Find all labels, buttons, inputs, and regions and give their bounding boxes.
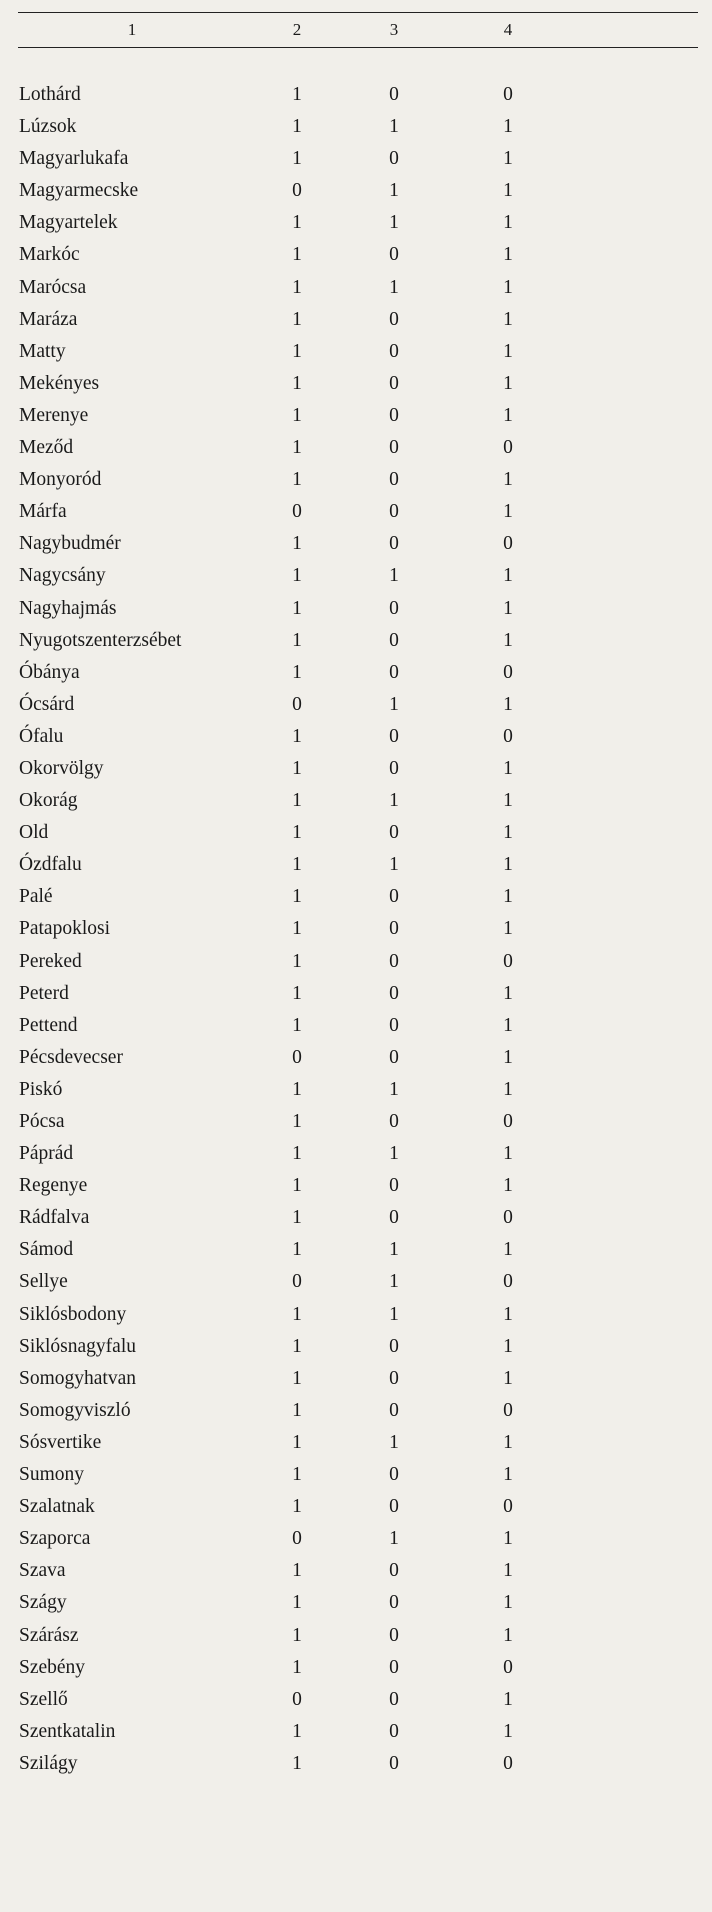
- value-col-3: 0: [389, 501, 399, 523]
- value-col-3: 1: [389, 212, 399, 234]
- table-row: [0, 501, 712, 533]
- table-row: [0, 1592, 712, 1624]
- value-col-3: 0: [389, 886, 399, 908]
- value-col-2: 1: [292, 1335, 302, 1357]
- settlement-name: Okorvölgy: [19, 757, 104, 779]
- value-col-4: 0: [503, 950, 513, 972]
- value-col-3: 0: [389, 1688, 399, 1710]
- value-col-2: 1: [292, 340, 302, 362]
- settlement-name: Old: [19, 822, 49, 844]
- settlement-name: Sumony: [19, 1464, 85, 1486]
- settlement-name: Szaporca: [19, 1528, 91, 1550]
- value-col-4: 1: [503, 1560, 513, 1582]
- value-col-2: 1: [292, 790, 302, 812]
- table-row: [0, 1753, 712, 1785]
- table-row: [0, 694, 712, 726]
- table-row: [0, 1721, 712, 1753]
- value-col-2: 1: [292, 950, 302, 972]
- value-col-4: 1: [503, 1303, 513, 1325]
- value-col-4: 1: [503, 469, 513, 491]
- settlement-name: Lúzsok: [19, 116, 77, 138]
- value-col-4: 1: [503, 340, 513, 362]
- value-col-4: 1: [503, 180, 513, 202]
- value-col-3: 1: [389, 1078, 399, 1100]
- value-col-3: 0: [389, 757, 399, 779]
- value-col-4: 1: [503, 1592, 513, 1614]
- value-col-3: 0: [389, 84, 399, 105]
- table-row: [0, 1015, 712, 1047]
- table-row: [0, 918, 712, 950]
- value-col-2: 1: [292, 822, 302, 844]
- value-col-3: 0: [389, 982, 399, 1004]
- value-col-3: 0: [389, 597, 399, 619]
- value-col-4: 1: [503, 822, 513, 844]
- value-col-4: 1: [503, 1046, 513, 1068]
- column-header-2: 2: [292, 20, 302, 39]
- table-row: [0, 951, 712, 983]
- settlement-name: Ócsárd: [19, 693, 75, 715]
- value-col-2: 1: [292, 1207, 302, 1229]
- value-col-2: 1: [292, 1720, 302, 1742]
- value-col-4: 0: [503, 1496, 513, 1518]
- settlement-name: Monyoród: [19, 469, 102, 491]
- settlement-name: Páprád: [19, 1143, 74, 1165]
- settlement-name: Szárász: [19, 1624, 79, 1646]
- value-col-4: 1: [503, 1720, 513, 1742]
- value-col-3: 0: [389, 1367, 399, 1389]
- value-col-2: 1: [292, 1624, 302, 1646]
- table-row: [0, 1207, 712, 1239]
- value-col-2: 1: [292, 372, 302, 394]
- settlement-name: Mekényes: [19, 372, 100, 394]
- value-col-2: 1: [292, 982, 302, 1004]
- table-row: [0, 1047, 712, 1079]
- table-row: [0, 1689, 712, 1721]
- settlement-name: Nagycsány: [19, 565, 106, 587]
- value-col-3: 1: [389, 116, 399, 138]
- table-row: [0, 598, 712, 630]
- value-col-4: 1: [503, 1464, 513, 1486]
- value-col-2: 1: [292, 437, 302, 459]
- value-col-3: 0: [389, 629, 399, 651]
- value-col-3: 1: [389, 790, 399, 812]
- value-col-2: 1: [292, 148, 302, 170]
- table-row: [0, 1304, 712, 1336]
- table-row: [0, 116, 712, 148]
- settlement-name: Szágy: [19, 1592, 67, 1614]
- value-col-2: 0: [292, 1688, 302, 1710]
- value-col-4: 1: [503, 1367, 513, 1389]
- value-col-2: 1: [292, 244, 302, 266]
- value-col-4: 1: [503, 982, 513, 1004]
- value-col-4: 1: [503, 918, 513, 940]
- table-row: [0, 148, 712, 180]
- column-header-1: 1: [127, 20, 137, 39]
- value-col-2: 1: [292, 1399, 302, 1421]
- settlement-name: Nagyhajmás: [19, 597, 117, 619]
- settlement-name: Pécsdevecser: [19, 1046, 123, 1068]
- settlement-name: Pereked: [19, 950, 82, 972]
- table-row: [0, 1175, 712, 1207]
- value-col-4: 1: [503, 1335, 513, 1357]
- settlement-name: Sellye: [19, 1271, 68, 1293]
- value-col-2: 1: [292, 276, 302, 298]
- settlement-name: Pócsa: [19, 1111, 65, 1132]
- value-col-3: 0: [389, 308, 399, 330]
- value-col-2: 1: [292, 1464, 302, 1486]
- value-col-4: 1: [503, 757, 513, 779]
- column-header-3: 3: [389, 20, 399, 39]
- value-col-2: 1: [292, 212, 302, 234]
- table-row: [0, 790, 712, 822]
- table-row: [0, 1657, 712, 1689]
- table-row: [0, 1368, 712, 1400]
- value-col-2: 1: [292, 565, 302, 587]
- value-col-2: 1: [292, 886, 302, 908]
- table-row: [0, 1111, 712, 1143]
- value-col-3: 0: [389, 1207, 399, 1229]
- value-col-3: 1: [389, 1271, 399, 1293]
- value-col-3: 1: [389, 276, 399, 298]
- settlement-name: Palé: [19, 886, 53, 908]
- value-col-2: 1: [292, 533, 302, 555]
- value-col-4: 0: [503, 437, 513, 459]
- value-col-2: 0: [292, 693, 302, 715]
- settlement-name: Márfa: [19, 501, 67, 523]
- table-header-rule: [18, 47, 698, 48]
- table-row: [0, 854, 712, 886]
- value-col-3: 0: [389, 1560, 399, 1582]
- value-col-2: 1: [292, 1143, 302, 1165]
- table-row: [0, 1464, 712, 1496]
- table-row: [0, 1496, 712, 1528]
- value-col-4: 1: [503, 148, 513, 170]
- value-col-2: 1: [292, 1560, 302, 1582]
- table-row: [0, 1143, 712, 1175]
- value-col-4: 0: [503, 1111, 513, 1132]
- value-col-2: 0: [292, 180, 302, 202]
- table-row: [0, 1400, 712, 1432]
- value-col-3: 0: [389, 1656, 399, 1678]
- value-col-3: 0: [389, 1496, 399, 1518]
- table-top-rule: [18, 12, 698, 13]
- value-col-4: 1: [503, 790, 513, 812]
- value-col-4: 1: [503, 1528, 513, 1550]
- settlement-name: Szalatnak: [19, 1496, 95, 1518]
- value-col-3: 1: [389, 1431, 399, 1453]
- value-col-2: 1: [292, 1656, 302, 1678]
- settlement-name: Piskó: [19, 1078, 63, 1100]
- settlement-name: Siklósbodony: [19, 1303, 127, 1325]
- value-col-3: 0: [389, 918, 399, 940]
- value-col-2: 1: [292, 1592, 302, 1614]
- value-col-4: 0: [503, 1271, 513, 1293]
- table-row: [0, 1528, 712, 1560]
- table-row: [0, 244, 712, 276]
- table-row: [0, 212, 712, 244]
- value-col-4: 1: [503, 1143, 513, 1165]
- value-col-4: 1: [503, 212, 513, 234]
- value-col-3: 0: [389, 1752, 399, 1774]
- value-col-2: 0: [292, 501, 302, 523]
- value-col-3: 0: [389, 1335, 399, 1357]
- table-row: [0, 983, 712, 1015]
- value-col-2: 0: [292, 1271, 302, 1293]
- value-col-4: 1: [503, 597, 513, 619]
- value-col-4: 0: [503, 725, 513, 747]
- settlement-name: Somogyhatvan: [19, 1367, 136, 1389]
- value-col-2: 1: [292, 1078, 302, 1100]
- table-row: [0, 533, 712, 565]
- table-row: [0, 1239, 712, 1271]
- settlement-name: Ófalu: [19, 725, 64, 747]
- value-col-2: 1: [292, 308, 302, 330]
- value-col-4: 1: [503, 244, 513, 266]
- value-col-3: 0: [389, 1175, 399, 1197]
- settlement-name: Okorág: [19, 790, 78, 812]
- value-col-3: 0: [389, 469, 399, 491]
- value-col-2: 1: [292, 1431, 302, 1453]
- settlement-name: Sósvertike: [19, 1431, 102, 1453]
- value-col-3: 0: [389, 1464, 399, 1486]
- table-row: [0, 341, 712, 373]
- value-col-3: 1: [389, 1143, 399, 1165]
- value-col-3: 0: [389, 1014, 399, 1036]
- settlement-name: Rádfalva: [19, 1207, 90, 1229]
- table-row: [0, 886, 712, 918]
- table-row: [0, 662, 712, 694]
- value-col-3: 1: [389, 1239, 399, 1261]
- value-col-2: 1: [292, 725, 302, 747]
- settlement-name: Maráza: [19, 308, 78, 330]
- value-col-2: 1: [292, 404, 302, 426]
- settlement-name: Szilágy: [19, 1752, 78, 1774]
- value-col-4: 1: [503, 629, 513, 651]
- value-col-4: 1: [503, 276, 513, 298]
- table-row: [0, 277, 712, 309]
- table-row: [0, 1336, 712, 1368]
- table-row: [0, 469, 712, 501]
- value-col-4: 1: [503, 404, 513, 426]
- value-col-2: 1: [292, 854, 302, 876]
- value-col-3: 0: [389, 340, 399, 362]
- value-col-2: 1: [292, 469, 302, 491]
- value-col-3: 0: [389, 725, 399, 747]
- settlement-name: Marócsa: [19, 276, 87, 298]
- value-col-2: 1: [292, 918, 302, 940]
- value-col-3: 0: [389, 372, 399, 394]
- settlement-name: Pettend: [19, 1014, 78, 1036]
- value-col-2: 1: [292, 1496, 302, 1518]
- value-col-2: 1: [292, 661, 302, 683]
- settlement-name: Matty: [19, 340, 66, 362]
- value-col-3: 0: [389, 244, 399, 266]
- value-col-2: 0: [292, 1528, 302, 1550]
- value-col-3: 0: [389, 148, 399, 170]
- value-col-4: 0: [503, 1207, 513, 1229]
- value-col-4: 1: [503, 1624, 513, 1646]
- value-col-4: 0: [503, 84, 513, 105]
- value-col-4: 1: [503, 1431, 513, 1453]
- table-row: [0, 180, 712, 212]
- settlement-name: Sámod: [19, 1239, 74, 1261]
- value-col-4: 1: [503, 1014, 513, 1036]
- value-col-2: 1: [292, 597, 302, 619]
- settlement-name: Magyarmecske: [19, 180, 139, 202]
- value-col-3: 1: [389, 693, 399, 715]
- value-col-2: 1: [292, 1239, 302, 1261]
- value-col-2: 1: [292, 1014, 302, 1036]
- settlement-name: Merenye: [19, 404, 89, 426]
- value-col-3: 0: [389, 1399, 399, 1421]
- settlement-name: Magyarlukafa: [19, 148, 129, 170]
- value-col-4: 1: [503, 565, 513, 587]
- value-col-4: 1: [503, 1078, 513, 1100]
- settlement-name: Nagybudmér: [19, 533, 121, 555]
- settlement-name: Szebény: [19, 1656, 86, 1678]
- value-col-3: 0: [389, 1111, 399, 1132]
- table-row: [0, 565, 712, 597]
- table-row: [0, 405, 712, 437]
- value-col-3: 0: [389, 822, 399, 844]
- settlement-name: Patapoklosi: [19, 918, 110, 940]
- value-col-2: 0: [292, 1046, 302, 1068]
- value-col-3: 0: [389, 437, 399, 459]
- value-col-4: 1: [503, 501, 513, 523]
- value-col-2: 1: [292, 1752, 302, 1774]
- settlement-name: Siklósnagyfalu: [19, 1335, 136, 1357]
- settlement-name: Szava: [19, 1560, 66, 1582]
- value-col-4: 1: [503, 308, 513, 330]
- table-row: [0, 84, 712, 116]
- value-col-2: 1: [292, 116, 302, 138]
- value-col-4: 1: [503, 116, 513, 138]
- settlement-name: Nyugotszenterzsébet: [19, 629, 182, 651]
- value-col-2: 1: [292, 1175, 302, 1197]
- settlement-name: Ózdfalu: [19, 854, 82, 876]
- value-col-3: 0: [389, 661, 399, 683]
- table-row: [0, 1560, 712, 1592]
- settlement-name: Markóc: [19, 244, 80, 266]
- value-col-3: 1: [389, 180, 399, 202]
- settlement-name: Szentkatalin: [19, 1720, 116, 1742]
- value-col-2: 1: [292, 1367, 302, 1389]
- table-row: [0, 373, 712, 405]
- settlement-name: Peterd: [19, 982, 69, 1004]
- value-col-3: 0: [389, 1624, 399, 1646]
- settlement-name: Meződ: [19, 437, 74, 459]
- value-col-4: 1: [503, 1239, 513, 1261]
- value-col-4: 1: [503, 854, 513, 876]
- table-row: [0, 1271, 712, 1303]
- settlement-name: Somogyviszló: [19, 1399, 131, 1421]
- value-col-4: 0: [503, 1399, 513, 1421]
- value-col-4: 0: [503, 1752, 513, 1774]
- value-col-4: 1: [503, 886, 513, 908]
- value-col-2: 1: [292, 84, 302, 105]
- table-row: [0, 309, 712, 341]
- value-col-3: 1: [389, 1303, 399, 1325]
- value-col-4: 1: [503, 372, 513, 394]
- settlement-name: Lothárd: [19, 84, 81, 105]
- value-col-4: 1: [503, 1688, 513, 1710]
- value-col-3: 1: [389, 854, 399, 876]
- value-col-3: 0: [389, 1592, 399, 1614]
- table-row: [0, 1625, 712, 1657]
- table-row: [0, 630, 712, 662]
- value-col-3: 0: [389, 950, 399, 972]
- settlement-name: Regenye: [19, 1175, 88, 1197]
- table-body: [0, 84, 712, 1785]
- value-col-2: 1: [292, 1303, 302, 1325]
- value-col-3: 1: [389, 1528, 399, 1550]
- settlement-name: Magyartelek: [19, 212, 118, 234]
- table-row: [0, 758, 712, 790]
- value-col-2: 1: [292, 757, 302, 779]
- value-col-3: 0: [389, 1720, 399, 1742]
- column-header-4: 4: [503, 20, 513, 39]
- value-col-4: 0: [503, 1656, 513, 1678]
- value-col-4: 1: [503, 693, 513, 715]
- table-row: [0, 822, 712, 854]
- value-col-2: 1: [292, 1111, 302, 1132]
- value-col-4: 0: [503, 661, 513, 683]
- table-row: [0, 437, 712, 469]
- value-col-3: 0: [389, 404, 399, 426]
- value-col-4: 1: [503, 1175, 513, 1197]
- value-col-3: 0: [389, 1046, 399, 1068]
- settlement-name: Szellő: [19, 1688, 68, 1710]
- value-col-3: 1: [389, 565, 399, 587]
- settlement-name: Óbánya: [19, 661, 80, 683]
- table-row: [0, 1432, 712, 1464]
- table-row: [0, 726, 712, 758]
- value-col-4: 0: [503, 533, 513, 555]
- table-header: [18, 17, 698, 45]
- value-col-2: 1: [292, 629, 302, 651]
- table-row: [0, 1079, 712, 1111]
- value-col-3: 0: [389, 533, 399, 555]
